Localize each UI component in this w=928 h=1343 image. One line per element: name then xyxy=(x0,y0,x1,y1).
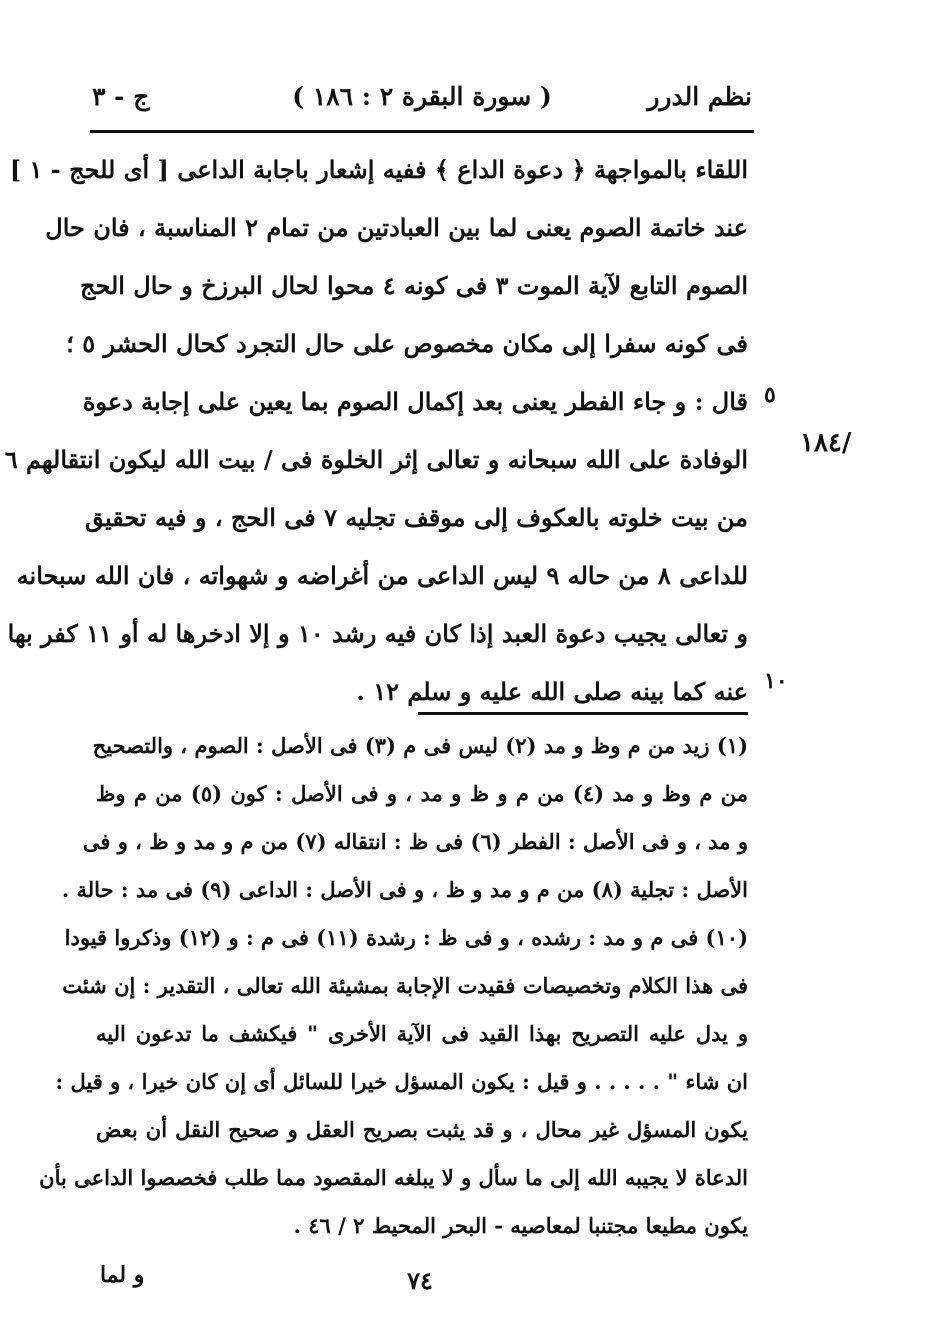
footnote-line: الأصل : تجلية (٨) من م و مد و ظ ، و فى الأصل : الداعى (٩) فى مد : حالة . xyxy=(61,877,748,902)
main-text xyxy=(4,150,748,730)
surah-reference: ( سورة البقرة ٢ : ١٨٦ ) xyxy=(292,82,552,111)
footnote-line: (١) زيد من م وظ و مد (٢) ليس فى م (٣) فى الأصل : الصوم ، والتصحيح xyxy=(92,733,748,758)
text-line: من بيت خلوته بالعكوف إلى موقف تجليه ٧ فى الحج ، و فيه تحقيق xyxy=(85,503,748,532)
footnote-line: الدعاة لا يجيبه الله إلى ما سأل و لا يبلغه المقصود مما طلب فخصصوا الداعى بأن xyxy=(39,1165,748,1190)
footnote-line: (١٠) فى م و مد : رشده ، و فى ظ : رشدة (١١) فى م : و (١٢) وذكروا قيودا xyxy=(64,925,748,950)
footnotes xyxy=(39,728,749,1256)
text-line: عنه كما بينه صلى الله عليه و سلم ١٢ . xyxy=(356,677,748,706)
text-line: فى كونه سفرا إلى مكان مخصوص على حال التجرد كحال الحشر ٥ ؛ xyxy=(66,329,748,358)
text-line: و تعالى يجيب دعوة العبد إذا كان فيه رشد ١٠ و إلا ادخرها له أو ١١ كفر بها xyxy=(7,619,748,648)
footnote-separator xyxy=(418,712,748,715)
footnote-line: ان شاء " . . . . . و قيل : يكون المسؤل خيرا للسائل أى إن كان خيرا ، و قيل : xyxy=(55,1069,748,1094)
footnote-line: و مد ، و فى الأصل : الفطر (٦) فى ظ : انتقاله (٧) من م و مد و ظ ، و فى xyxy=(82,829,748,854)
footnote-line: من م وظ و مد (٤) من م و ظ و مد ، و فى الأصل : كون (٥) من م وظ xyxy=(96,781,749,806)
catchword: و لما xyxy=(100,1262,145,1288)
footnote-line: و يدل عليه التصريح بهذا القيد فى الآية الأخرى " فيكشف ما تدعون اليه xyxy=(96,1021,748,1046)
text-line: قال : و جاء الفطر يعنى بعد إكمال الصوم بما يعين على إجابة دعوة xyxy=(82,387,748,416)
header-rule xyxy=(90,130,754,133)
text-line: للداعى ٨ من حاله ٩ ليس الداعى من أغراضه و شهواته ، فان الله سبحانه xyxy=(16,561,748,590)
footnote-line: فى هذا الكلام وتخصيصات فقيدت الإجابة بمشيئة الله تعالى ، التقدير : إن شئت xyxy=(62,973,748,998)
running-header xyxy=(92,82,752,122)
footnote-line: يكون مطيعا مجتنبا لمعاصيه - البحر المحيط ٢ / ٤٦ . xyxy=(293,1213,748,1238)
text-line: عند خاتمة الصوم يعنى لما بين العبادتين من تمام ٢ المناسبة ، فان حال xyxy=(45,213,748,242)
text-line: الوفادة على الله سبحانه و تعالى إثر الخلوة فى / بيت الله ليكون انتقالهم ٦ xyxy=(4,445,748,474)
manuscript-page-reference: /١٨٤ xyxy=(800,428,852,458)
margin-line-number-10: ١٠ xyxy=(764,668,788,694)
text-line: اللقاء بالمواجهة ﴿ دعوة الداع ﴾ ففيه إشعار باجابة الداعى [ أى للحج - ١ ] xyxy=(9,155,748,184)
book-title: نظم الدرر xyxy=(647,82,752,111)
margin-line-number-5: ٥ xyxy=(764,382,776,408)
page-number: ٧٤ xyxy=(407,1266,433,1295)
part-number: ج - ٣ xyxy=(92,82,150,111)
footnote-line: يكون المسؤل غير محال ، و قد يثبت بصريح العقل و صحيح النقل أن بعض xyxy=(96,1117,748,1142)
text-line: الصوم التابع لآية الموت ٣ فى كونه ٤ محوا لحال البرزخ و حال الحج xyxy=(79,271,748,300)
